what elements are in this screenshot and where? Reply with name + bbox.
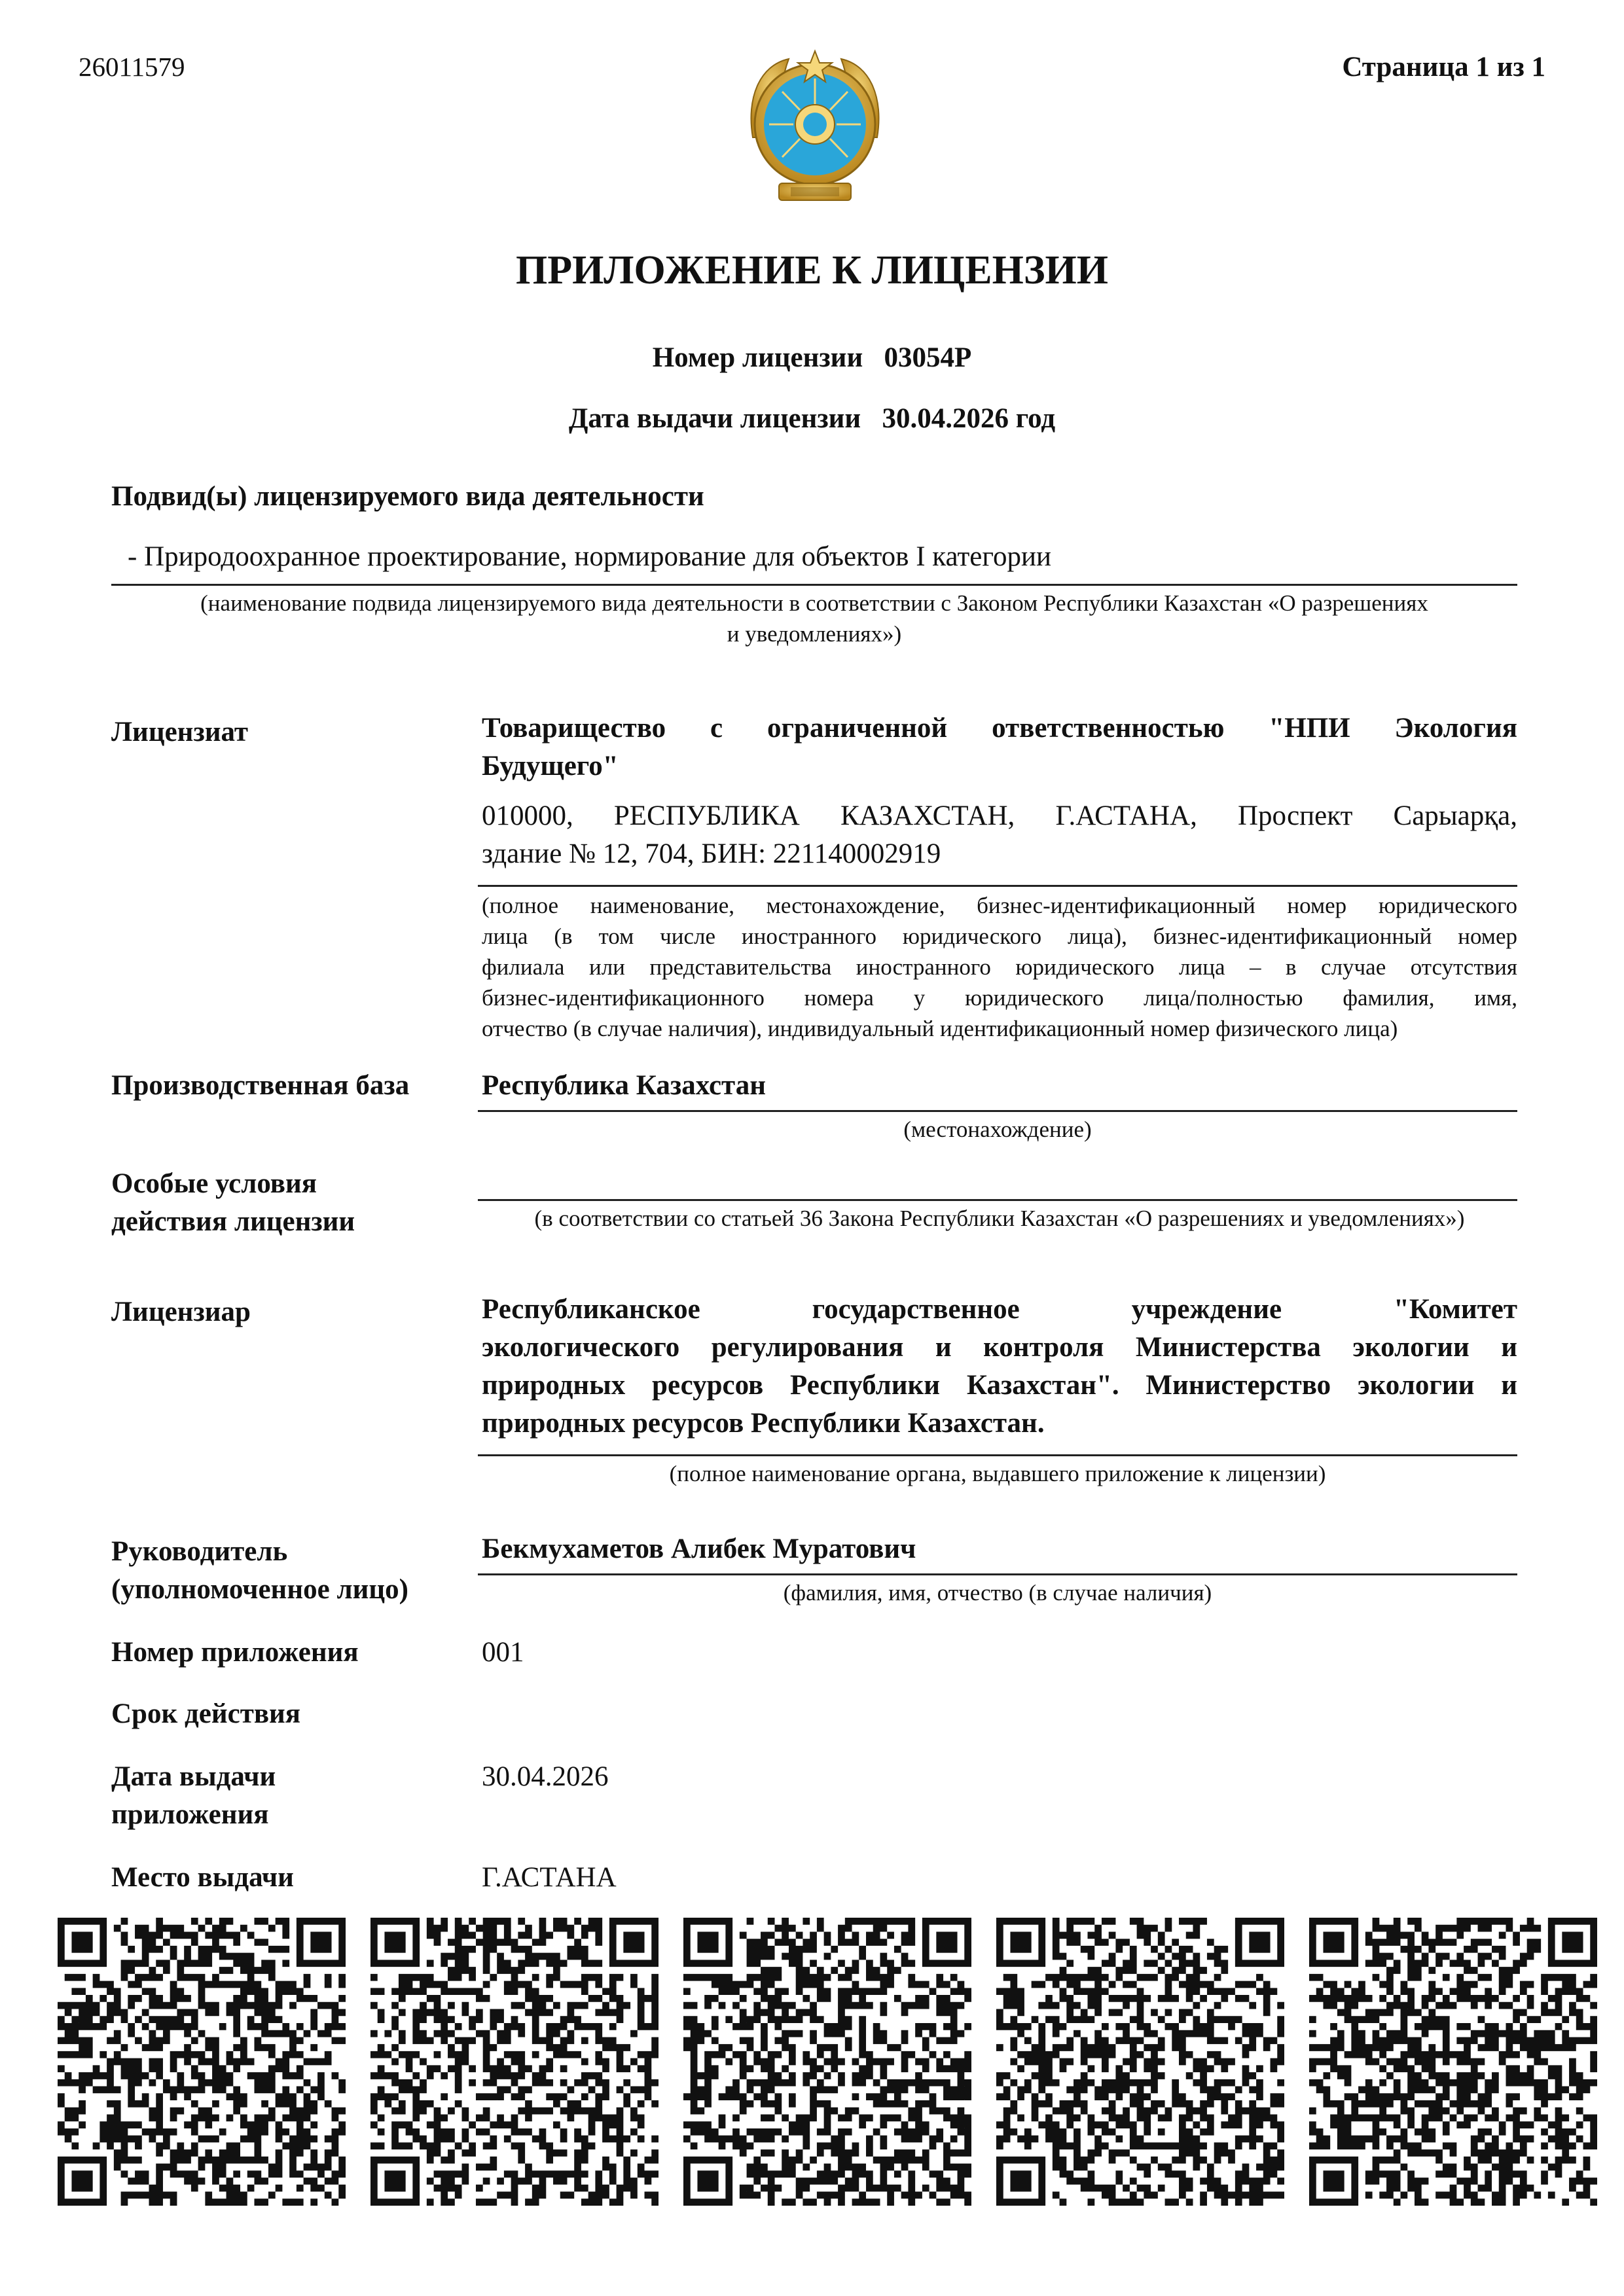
issue-place-label: Место выдачи	[111, 1862, 294, 1893]
licensee-underline	[478, 885, 1517, 887]
licensor-underline	[478, 1454, 1517, 1456]
special-conditions-label	[111, 1165, 355, 1241]
licensee-caption	[482, 890, 1517, 1044]
license-number-row	[0, 342, 1624, 374]
licensee-caption-line-1: (полное наименование, местонахождение, бизнес-идентификационный номер юридического	[482, 893, 1517, 918]
licensor-line-4: природных ресурсов Республики Казахстан.	[482, 1408, 1045, 1439]
appendix-date-label	[111, 1758, 276, 1834]
head-label-line-2: (уполномоченное лицо)	[111, 1574, 408, 1605]
qr-code-icon	[683, 1918, 971, 2206]
special-conditions-underline	[478, 1199, 1517, 1201]
license-date-value: 30.04.2026 год	[882, 403, 1056, 434]
licensee-caption-line-3: филиала или представительства иностранного юридического лица – в случае отсутствия	[482, 954, 1517, 980]
licensee-caption-line-2: лица (в том числе иностранного юридического лица), бизнес-идентификационный номер	[482, 924, 1517, 949]
subtype-caption-line-1: (наименование подвида лицензируемого вида деятельности в соответствии с Законом Республики Казахстан «О разрешениях	[200, 590, 1428, 616]
licensee-address-line-1: 010000, РЕСПУБЛИКА КАЗАХСТАН, Г.АСТАНА, Проспект Сарыарқа,	[482, 800, 1517, 831]
special-conditions-caption: (в соответствии со статьей 36 Закона Республики Казахстан «О разрешениях и уведомлениях»)	[534, 1206, 1465, 1231]
production-base-label: Производственная база	[111, 1070, 410, 1101]
appendix-date-label-line-1: Дата выдачи	[111, 1761, 276, 1792]
head-label-line-1: Руководитель	[111, 1536, 288, 1567]
license-date-row	[0, 403, 1624, 435]
special-conditions-label-line-2: действия лицензии	[111, 1206, 355, 1237]
licensee-caption-line-5: отчество (в случае наличия), индивидуальный идентификационный номер физического лица)	[482, 1016, 1398, 1041]
subtype-caption-line-2: и уведомлениях»)	[727, 621, 902, 647]
qr-code-icon	[370, 1918, 659, 2206]
licensor-caption: (полное наименование органа, выдавшего приложение к лицензии)	[669, 1461, 1326, 1486]
production-base-value: Республика Казахстан	[482, 1070, 766, 1101]
appendix-number-label: Номер приложения	[111, 1637, 359, 1668]
subtype-caption	[111, 588, 1517, 649]
license-date-label: Дата выдачи лицензии	[568, 403, 861, 434]
head-value: Бекмухаметов Алибек Муратович	[482, 1534, 916, 1564]
license-number-value: 03054P	[884, 342, 972, 373]
subtype-item-dash: -	[128, 541, 137, 572]
state-emblem-icon	[740, 39, 890, 216]
licensor-line-3: природных ресурсов Республики Казахстан". Министерство экологии и	[482, 1370, 1517, 1401]
licensee-name-line-2: Будущего"	[482, 751, 619, 781]
appendix-number-value: 001	[482, 1637, 524, 1668]
appendix-date-value: 30.04.2026	[482, 1761, 609, 1792]
issue-place-value: Г.АСТАНА	[482, 1862, 617, 1893]
licensee-name	[482, 709, 1517, 785]
licensee-name-line-1: Товарищество с ограниченной ответственностью "НПИ Экология	[482, 713, 1517, 744]
validity-label: Срок действия	[111, 1698, 301, 1729]
subtype-heading: Подвид(ы) лицензируемого вида деятельности	[111, 481, 704, 512]
qr-code-icon	[996, 1918, 1284, 2206]
head-caption: (фамилия, имя, отчество (в случае наличия)	[783, 1580, 1212, 1605]
subtype-item-text: Природоохранное проектирование, нормирование для объектов I категории	[144, 541, 1051, 572]
licensee-address-line-2: здание № 12, 704, БИН: 221140002919	[482, 838, 941, 869]
subtype-item	[128, 541, 1051, 573]
qr-code-icon	[1309, 1918, 1597, 2206]
head-label	[111, 1533, 408, 1609]
licensee-caption-line-4: бизнес-идентификационного номера у юридического лица/полностью фамилия, имя,	[482, 985, 1517, 1011]
licensor-name	[482, 1291, 1517, 1443]
qr-code-icon	[58, 1918, 346, 2206]
document-id: 26011579	[79, 52, 185, 82]
licensor-line-1: Республиканское государственное учреждение "Комитет	[482, 1294, 1517, 1325]
subtype-underline	[111, 584, 1517, 586]
licensee-label: Лицензиат	[111, 717, 249, 747]
appendix-date-label-line-2: приложения	[111, 1799, 269, 1830]
special-conditions-label-line-1: Особые условия	[111, 1168, 317, 1199]
head-underline	[478, 1573, 1517, 1575]
license-number-label: Номер лицензии	[652, 342, 863, 373]
licensor-line-2: экологического регулирования и контроля Министерства экологии и	[482, 1332, 1517, 1363]
licensee-address	[482, 797, 1517, 873]
document-title: ПРИЛОЖЕНИЕ К ЛИЦЕНЗИИ	[515, 248, 1109, 293]
production-base-caption: (местонахождение)	[903, 1117, 1092, 1142]
licensor-label: Лицензиар	[111, 1297, 251, 1327]
page-indicator: Страница 1 из 1	[1342, 52, 1545, 82]
production-base-underline	[478, 1110, 1517, 1112]
